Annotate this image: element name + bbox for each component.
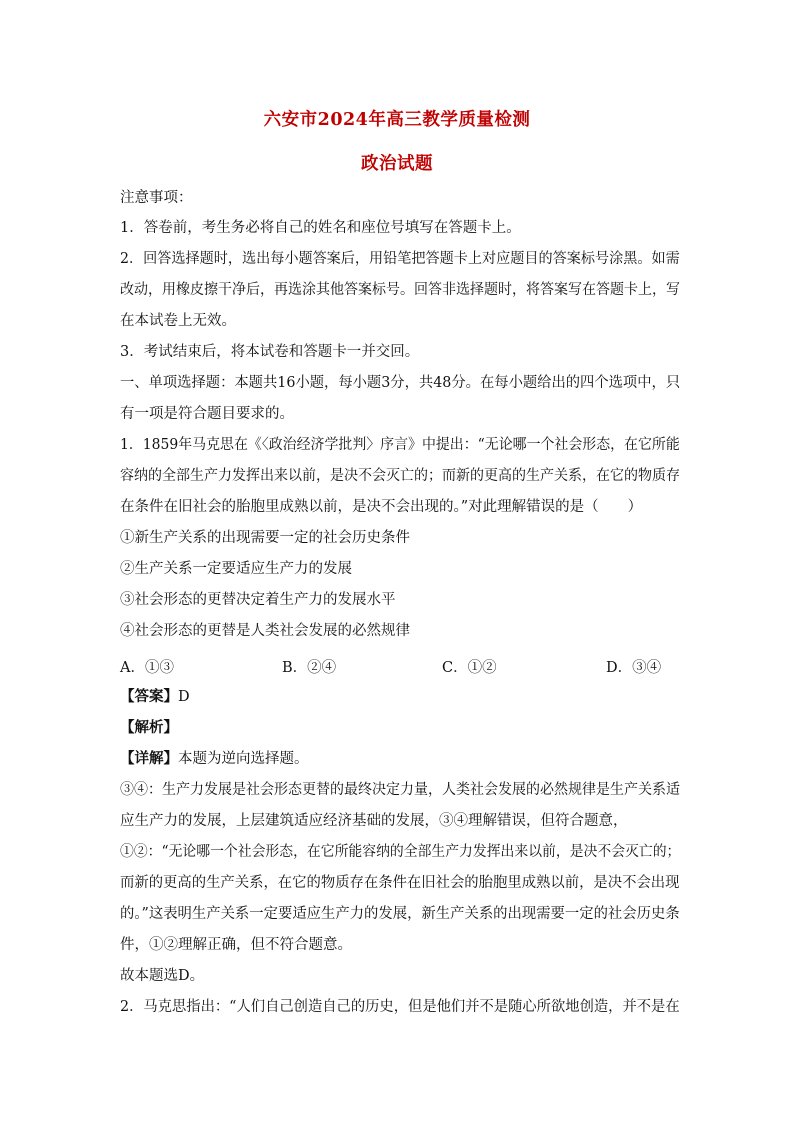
q1-statement-2: ②生产关系一定要适应生产力的发展: [120, 561, 352, 577]
detail-line: [120, 749, 678, 769]
q1-option-d: D．③④: [606, 660, 662, 676]
explanation-2-line-2: 而新的更高的生产关系，在它的物质存在条件在旧社会的胎胞里成熟以前，是决不会出现: [120, 875, 680, 891]
exam-subtitle: 政治试题: [361, 154, 433, 174]
q1-options: [120, 656, 680, 676]
analysis-label: 【解析】: [120, 719, 178, 736]
q1-stem-line-1: 1．1859年马克思在《〈政治经济学批判〉序言》中提出：“无论哪一个社会形态，在它所能: [120, 437, 680, 453]
q1-answer: [120, 687, 678, 707]
notice-item-3: 3．考试结束后，将本试卷和答题卡一并交回。: [120, 344, 420, 360]
q1-statement-4: ④社会形态的更替是人类社会发展的必然规律: [120, 623, 410, 639]
notice-item-2-line-1: 2．回答选择题时，选出每小题答案后，用铅笔把答题卡上对应题目的答案标号涂黑。如需: [120, 251, 680, 267]
section-heading-line-2: 有一项是符合题目要求的。: [120, 406, 294, 422]
explanation-1-line-2: 应生产力的发展，上层建筑适应经济基础的发展，③④理解错误，但符合题意，: [120, 813, 628, 829]
conclusion: 故本题选D。: [120, 968, 205, 984]
q1-stem-line-3: 在条件在旧社会的胎胞里成熟以前，是决不会出现的。”对此理解错误的是（ ）: [120, 499, 643, 515]
explanation-2-line-4: 件，①②理解正确，但不符合题意。: [120, 937, 352, 953]
q1-statement-3: ③社会形态的更替决定着生产力的发展水平: [120, 592, 396, 608]
explanation-2-line-3: 的。”这表明生产关系一定要适应生产力的发展，新生产关系的出现需要一定的社会历史条: [120, 906, 680, 922]
q1-option-b: B．②④: [282, 660, 337, 676]
notice-item-2-line-2: 改动，用橡皮擦干净后，再选涂其他答案标号。回答非选择题时，将答案写在答题卡上，写: [120, 282, 680, 298]
explanation-1-line-1: ③④：生产力发展是社会形态更替的最终决定力量，人类社会发展的必然规律是生产关系适: [120, 782, 680, 798]
q1-statement-1: ①新生产关系的出现需要一定的社会历史条件: [120, 530, 410, 546]
notice-item-2-line-3: 在本试卷上无效。: [120, 313, 236, 329]
notice-heading: 注意事项：: [120, 190, 193, 206]
answer-label: 【答案】: [120, 688, 178, 705]
q1-option-c: C．①②: [442, 660, 497, 676]
q1-option-a: A．①③: [120, 660, 174, 676]
section-heading-line-1: 一、单项选择题：本题共16小题，每小题3分，共48分。在每小题给出的四个选项中，只: [120, 375, 681, 391]
exam-title: 六安市2024年高三教学质量检测: [263, 110, 531, 130]
detail-text: 本题为逆向选择题。: [178, 751, 309, 767]
q2-stem-line-1: 2．马克思指出：“人们自己创造自己的历史，但是他们并不是随心所欲地创造，并不是在: [120, 999, 680, 1015]
q1-stem-line-2: 容纳的全部生产力发挥出来以前，是决不会灭亡的；而新的更高的生产关系，在它的物质存: [120, 468, 680, 484]
detail-label: 【详解】: [120, 750, 178, 767]
explanation-2-line-1: ①②：“无论哪一个社会形态，在它所能容纳的全部生产力发挥出来以前，是决不会灭亡的；: [120, 844, 681, 860]
notice-item-1: 1．答卷前，考生务必将自己的姓名和座位号填写在答题卡上。: [120, 220, 521, 236]
answer-value: D: [178, 689, 190, 705]
